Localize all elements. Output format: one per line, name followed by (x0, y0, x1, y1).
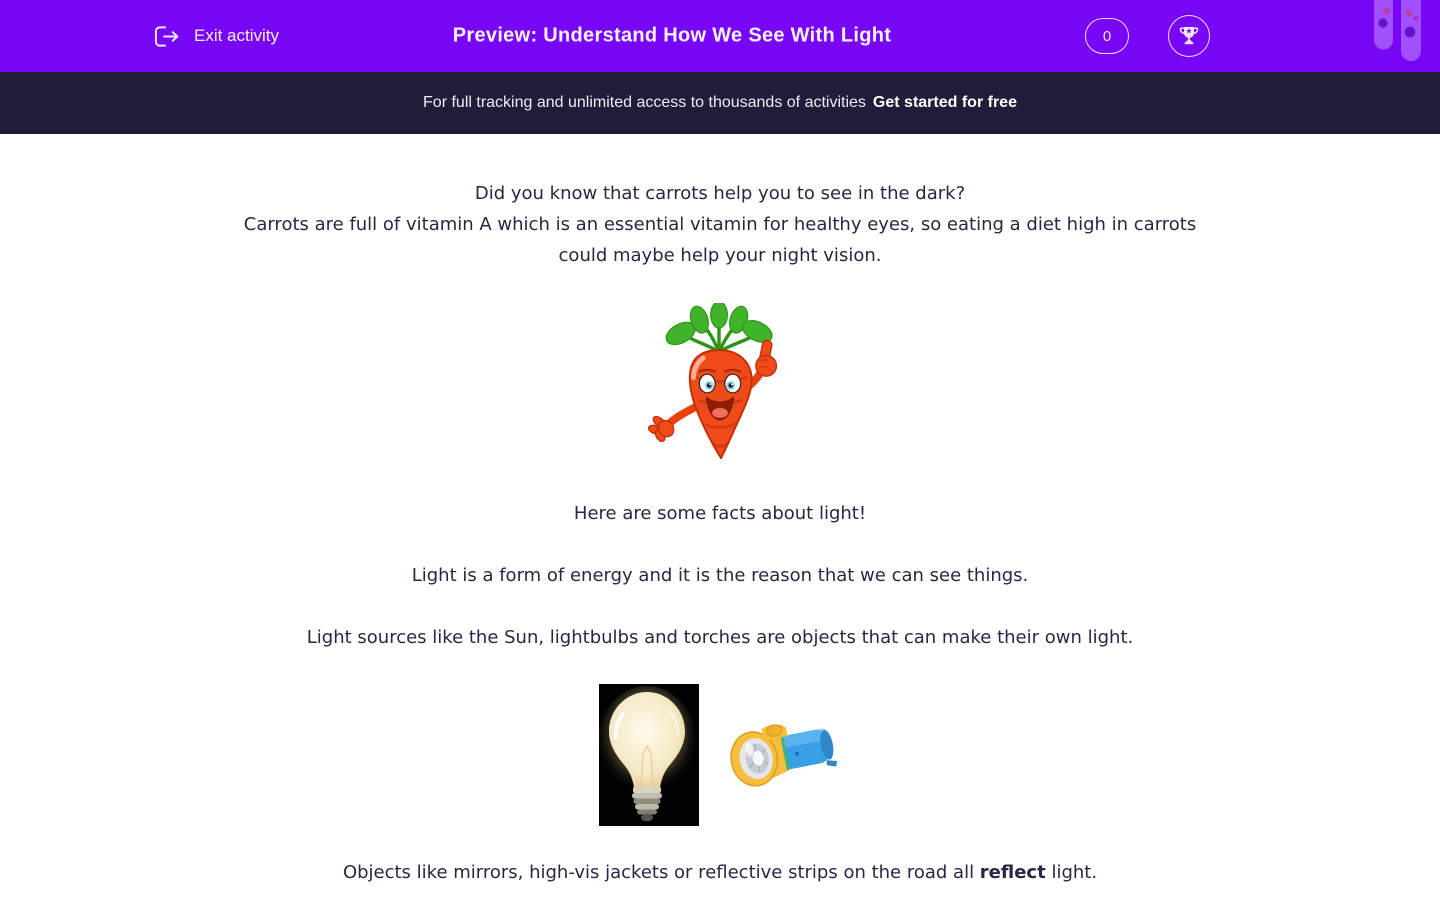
torch-image (729, 719, 841, 791)
header-actions (1085, 15, 1210, 57)
fact-energy: Light is a form of energy and it is the reason that we can see things. (411, 565, 1029, 586)
activity-content (0, 134, 1440, 888)
test-tubes-decoration-icon (1374, 0, 1426, 69)
trophy-icon (1177, 23, 1201, 50)
intro-line-3: could maybe help your night vision. (558, 245, 882, 266)
fact-sources: Light sources like the Sun, lightbulbs and torches are objects that can make their own light. (306, 627, 1134, 648)
exit-activity-label: Exit activity (194, 26, 280, 45)
intro-paragraph (110, 178, 1330, 271)
intro-line-1: Did you know that carrots help you to see in the dark? (474, 183, 966, 204)
trophy-rewards-button[interactable] (1168, 15, 1210, 57)
get-started-link[interactable]: Get started for free (872, 94, 1017, 111)
app-header (0, 0, 1440, 72)
light-source-images-row (0, 684, 1440, 826)
reflect-sentence-post: light. (1045, 862, 1098, 883)
intro-line-2: Carrots are full of vitamin A which is an essential vitamin for healthy eyes, so eating a diet high in carrots (243, 214, 1197, 235)
reflect-sentence-pre: Objects like mirrors, high-vis jackets or reflective strips on the road all (342, 862, 980, 883)
score-badge (1085, 18, 1129, 54)
page-title: Preview: Understand How We See With Light (452, 24, 892, 47)
score-value: 0 (1102, 27, 1112, 45)
reflect-keyword: reflect (979, 862, 1046, 883)
promo-message: For full tracking and unlimited access to thousands of activities (423, 94, 866, 111)
exit-activity-button[interactable] (152, 24, 279, 49)
exit-logout-icon (152, 24, 181, 49)
cartoon-carrot-image (645, 303, 795, 465)
facts-heading: Here are some facts about light! (573, 503, 867, 524)
promo-banner (0, 72, 1440, 134)
reflect-sentence (110, 857, 1330, 888)
lightbulb-image (599, 684, 699, 826)
